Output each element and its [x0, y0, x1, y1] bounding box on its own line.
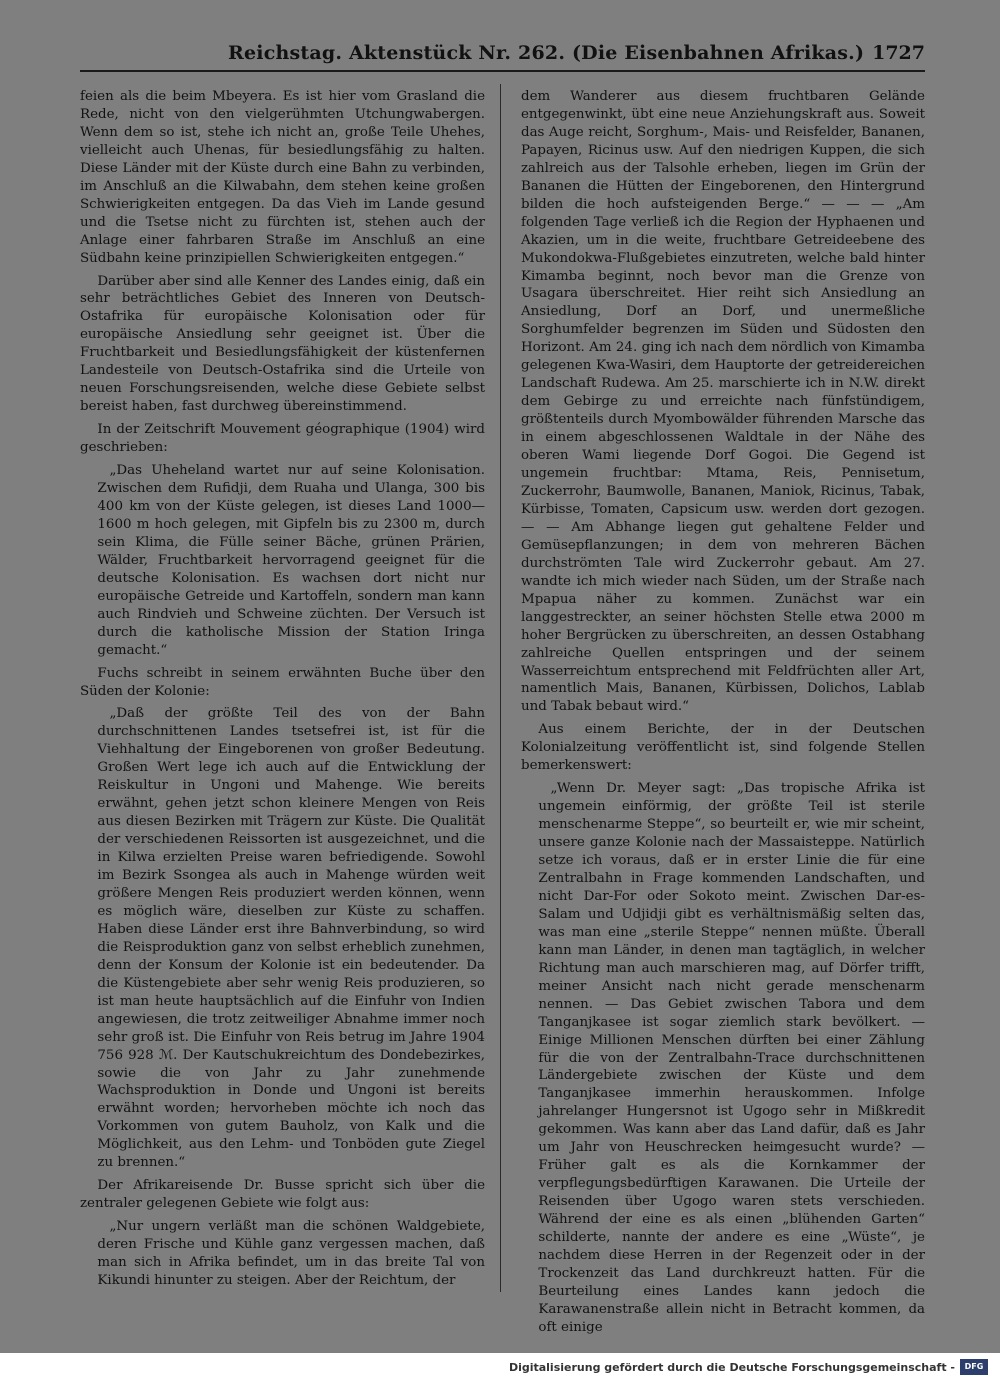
- header-rule: [80, 70, 925, 72]
- paragraph: Darüber aber sind alle Kenner des Landes einig, daß ein sehr beträchtliches Gebiet des Inneren von Deutsch-Ostafrika für europäische Kolonisation oder für europäische Ansiedlung sehr geeignet ist. Über die Fruchtbarkeit und Besiedlungsfähigkeit der küstenfernen Landesteile von Deutsch-Ostafrika sind die Urteile von neuen Forschungsreisenden, welche diese Gebiete selbst bereist haben, fast durchweg übereinstimmend.: [80, 273, 485, 415]
- quote-paragraph: „Wenn Dr. Meyer sagt: „Das tropische Afrika ist ungemein einförmig, der größte Teil ist sterile menschenarme Steppe“, so beurteilt er, wie mir scheint, unsere ganze Kolonie nach der Massaisteppe. Natürlich setze ich voraus, daß er in erster Linie die für eine Zentralbahn in Frage kommenden Landschaften, und nicht Dar-For oder Sokoto meint. Zwischen Dar-es-Salam und Udjidji gibt es verhältnismäßig selten das, was man eine „sterile Steppe“ nennen müßte. Überall kann man Länder, in denen man tagtäglich, in welcher Richtung man auch marschieren mag, auf Dörfer trifft, meiner Ansicht nach nicht gerade menschenarm nennen. — Das Gebiet zwischen Tabora und dem Tanganjkasee ist sogar ziemlich stark bevölkert. — Einige Millionen Menschen dürften bei einer Zählung für die von der Zentralbahn-Trace durchschnittenen Ländergebiete zwischen der Küste und dem Tanganjkasee immerhin herauskommen. Infolge jahrelanger Hungersnot ist Ugogo sehr in Mißkredit gekommen. Was kann aber das Land dafür, daß es Jahr um Jahr von Heuschrecken heimgesucht wurde? — Früher galt es als die Kornkammer der verpflegungsbedürftigen Karawanen. Die Urteile der Reisenden über Ugogo waren stets verschieden. Während der eine es als einen „blühenden Garten“ schilderte, nannte der andere es eine „Wüste“, je nachdem diese Herren in der Regenzeit oder in der Trockenzeit das Land durchkreuzt hatten. Für die Beurteilung eines Landes kann jedoch die Karawanenstraße allein nicht in Betracht kommen, da oft einige: [538, 781, 925, 1335]
- paragraph: dem Wanderer aus diesem fruchtbaren Gelände entgegenwinkt, übt eine neue Anziehungskraft aus. Soweit das Auge reicht, Sorghum-, Mais- und Reisfelder, Bananen, Papayen, Ricinus usw. Auf den niedrigen Kuppen, die sich zahlreich aus der Talsohle erheben, liegen im Grün der Bananen die Hütten der Eingeborenen, den Hintergrund bilden die hoch aufsteigenden Berge.“ — — — „Am folgenden Tage verließ ich die Region der Hyphaenen und Akazien, um in die weite, fruchtbare Getreideebene des Mukondokwa-Flußgebietes einzutreten, welche bald hinter Kimamba beginnt, noch bevor man die Grenze von Usagara überschreitet. Hier reiht sich Ansiedlung an Ansiedlung, Dorf an Dorf, und unermeßliche Sorghumfelder begrenzen im Süden und Südosten den Horizont. Am 24. ging ich nach dem nördlich von Kimamba gelegenen Kwa-Wasiri, dem Hauptorte der getreidereichen Landschaft Rudewa. Am 25. marschierte ich in N.W. direkt dem Gebirge zu und erreichte nach fünfstündigem, größtenteils durch Myombowälder führenden Marsche das in einem abgeschlossenen Waldtale in der Nähe des oberen Wami liegende Dorf Gogoi. Die Gegend ist ungemein fruchtbar: Mtama, Reis, Pennisetum, Zuckerrohr, Baumwolle, Bananen, Maniok, Ricinus, Tabak, Kürbisse, Tomaten, Capsicum usw. werden dort gezogen. — — Am Abhange liegen gut gehaltene Felder und Gemüsepflanzungen; in dem von mehreren Bächen durchströmten Tale wird Zuckerrohr gebaut. Am 27. wandte ich mich wieder nach Süden, um der Straße nach Mpapua näher zu kommen. Zunächst war ein langgestreckter, an seiner höchsten Stelle etwa 2000 m hoher Bergrücken zu überschreiten, an dessen Ostabhang zahlreiche Quellen entspringen und der seinem Wasserreichtum entsprechend mit Feldfrüchten aller Art, namentlich Mais, Bananen, Kürbissen, Dolichos, Lablab und Tabak bebaut wird.“: [521, 89, 925, 715]
- page-header: [80, 38, 925, 68]
- quote-paragraph: „Das Uheheland wartet nur auf seine Kolonisation. Zwischen dem Rufidji, dem Ruaha und Ulanga, 300 bis 400 km von der Küste gelegen, ist dieses Land 1000—1600 m hoch gelegen, mit Gipfeln bis zu 2300 m, durch sein Klima, die Fülle seiner Bäche, grünen Prärien, Wälder, Fruchtbarkeit hervorragend geeignet für die deutsche Kolonisation. Es wachsen dort nicht nur europäische Getreide und Kartoffeln, sondern man kann auch Rindvieh und Schweine züchten. Der Versuch ist durch die katholische Mission der Station Iringa gemacht.“: [97, 463, 485, 658]
- paragraph: Der Afrikareisende Dr. Busse spricht sich über die zentraler gelegenen Gebiete wie folgt aus:: [80, 1178, 485, 1212]
- column-divider: [500, 84, 501, 1292]
- paragraph: In der Zeitschrift Mouvement géographique (1904) wird geschrieben:: [80, 422, 485, 456]
- left-column: [80, 88, 485, 1298]
- quote-paragraph: „Daß der größte Teil des von der Bahn durchschnittenen Landes tsetsefrei ist, ist für die Viehhaltung der Eingeborenen von großer Bedeutung. Großen Wert lege ich auch auf die Entwicklung der Reiskultur in Ungoni und Mahenge. Wie bereits erwähnt, gehen jetzt schon kleinere Mengen von Reis aus diesen Bezirken mit Trägern zur Küste. Die Qualität der verschiedenen Reissorten ist ausgezeichnet, und die in Kilwa erzielten Preise waren befriedigende. Sowohl im Bezirk Ssongea als auch in Mahenge würden weit größere Mengen Reis produziert werden können, wenn es möglich wäre, dieselben zur Küste zu schaffen. Haben diese Länder erst ihre Bahnverbindung, so wird die Reisproduktion ganz von selbst erheblich zunehmen, denn der Konsum der Kolonie ist ein bedeutender. Da die Küstengebiete aber sehr wenig Reis produzieren, so ist man heute hauptsächlich auf die Einfuhr von Indien angewiesen, die trotz zeitweiliger Abnahme immer noch sehr groß ist. Die Einfuhr von Reis betrug im Jahre 1904 756 928 ℳ. Der Kautschukreichtum des Dondebezirkes, sowie die von Jahr zu Jahr zunehmende Wachsproduktion in Donde und Ungoni ist bereits erwähnt worden; hervorheben möchte ich noch das Vorkommen von gutem Bauholz, von Kalk und die Möglichkeit, aus den Lehm- und Tonböden gute Ziegel zu brennen.“: [97, 706, 485, 1171]
- paragraph: Fuchs schreibt in seinem erwähnten Buche über den Süden der Kolonie:: [80, 665, 485, 699]
- dfg-logo-icon: DFG: [960, 1359, 988, 1375]
- footer-credit: Digitalisierung gefördert durch die Deutsche Forschungsgemeinschaft -: [508, 1361, 955, 1374]
- header-title: Reichstag. Aktenstück Nr. 262. (Die Eisenbahnen Afrikas.): [228, 42, 865, 64]
- right-column: [521, 88, 925, 1335]
- footer: [0, 1353, 1000, 1383]
- quote-paragraph: „Nur ungern verläßt man die schönen Waldgebiete, deren Frische und Kühle ganz vergessen machen, daß man sich in Afrika befindet, um in das breite Tal von Kikundi hinunter zu steigen. Aber der Reichtum, der: [97, 1219, 485, 1288]
- page-number: 1727: [872, 42, 925, 64]
- paragraph: Aus einem Berichte, der in der Deutschen Kolonialzeitung veröffentlicht ist, sind folgende Stellen bemerkenswert:: [521, 722, 925, 774]
- paragraph: feien als die beim Mbeyera. Es ist hier vom Grasland die Rede, nicht von den vielgerühmten Utchungwabergen. Wenn dem so ist, stehe ich nicht an, große Teile Uhehes, vielleicht auch Uhenas, für besiedlungsfähig zu halten. Diese Länder mit der Küste durch eine Bahn zu verbinden, im Anschluß an die Kilwabahn, dem stehen keine großen Schwierigkeiten entgegen. Da das Vieh im Lande gesund und die Tsetse nicht zu fürchten ist, stehen auch der Anlage einer fahrbaren Straße im Anschluß an eine Südbahn keine prinzipiellen Schwierigkeiten entgegen.“: [80, 89, 485, 266]
